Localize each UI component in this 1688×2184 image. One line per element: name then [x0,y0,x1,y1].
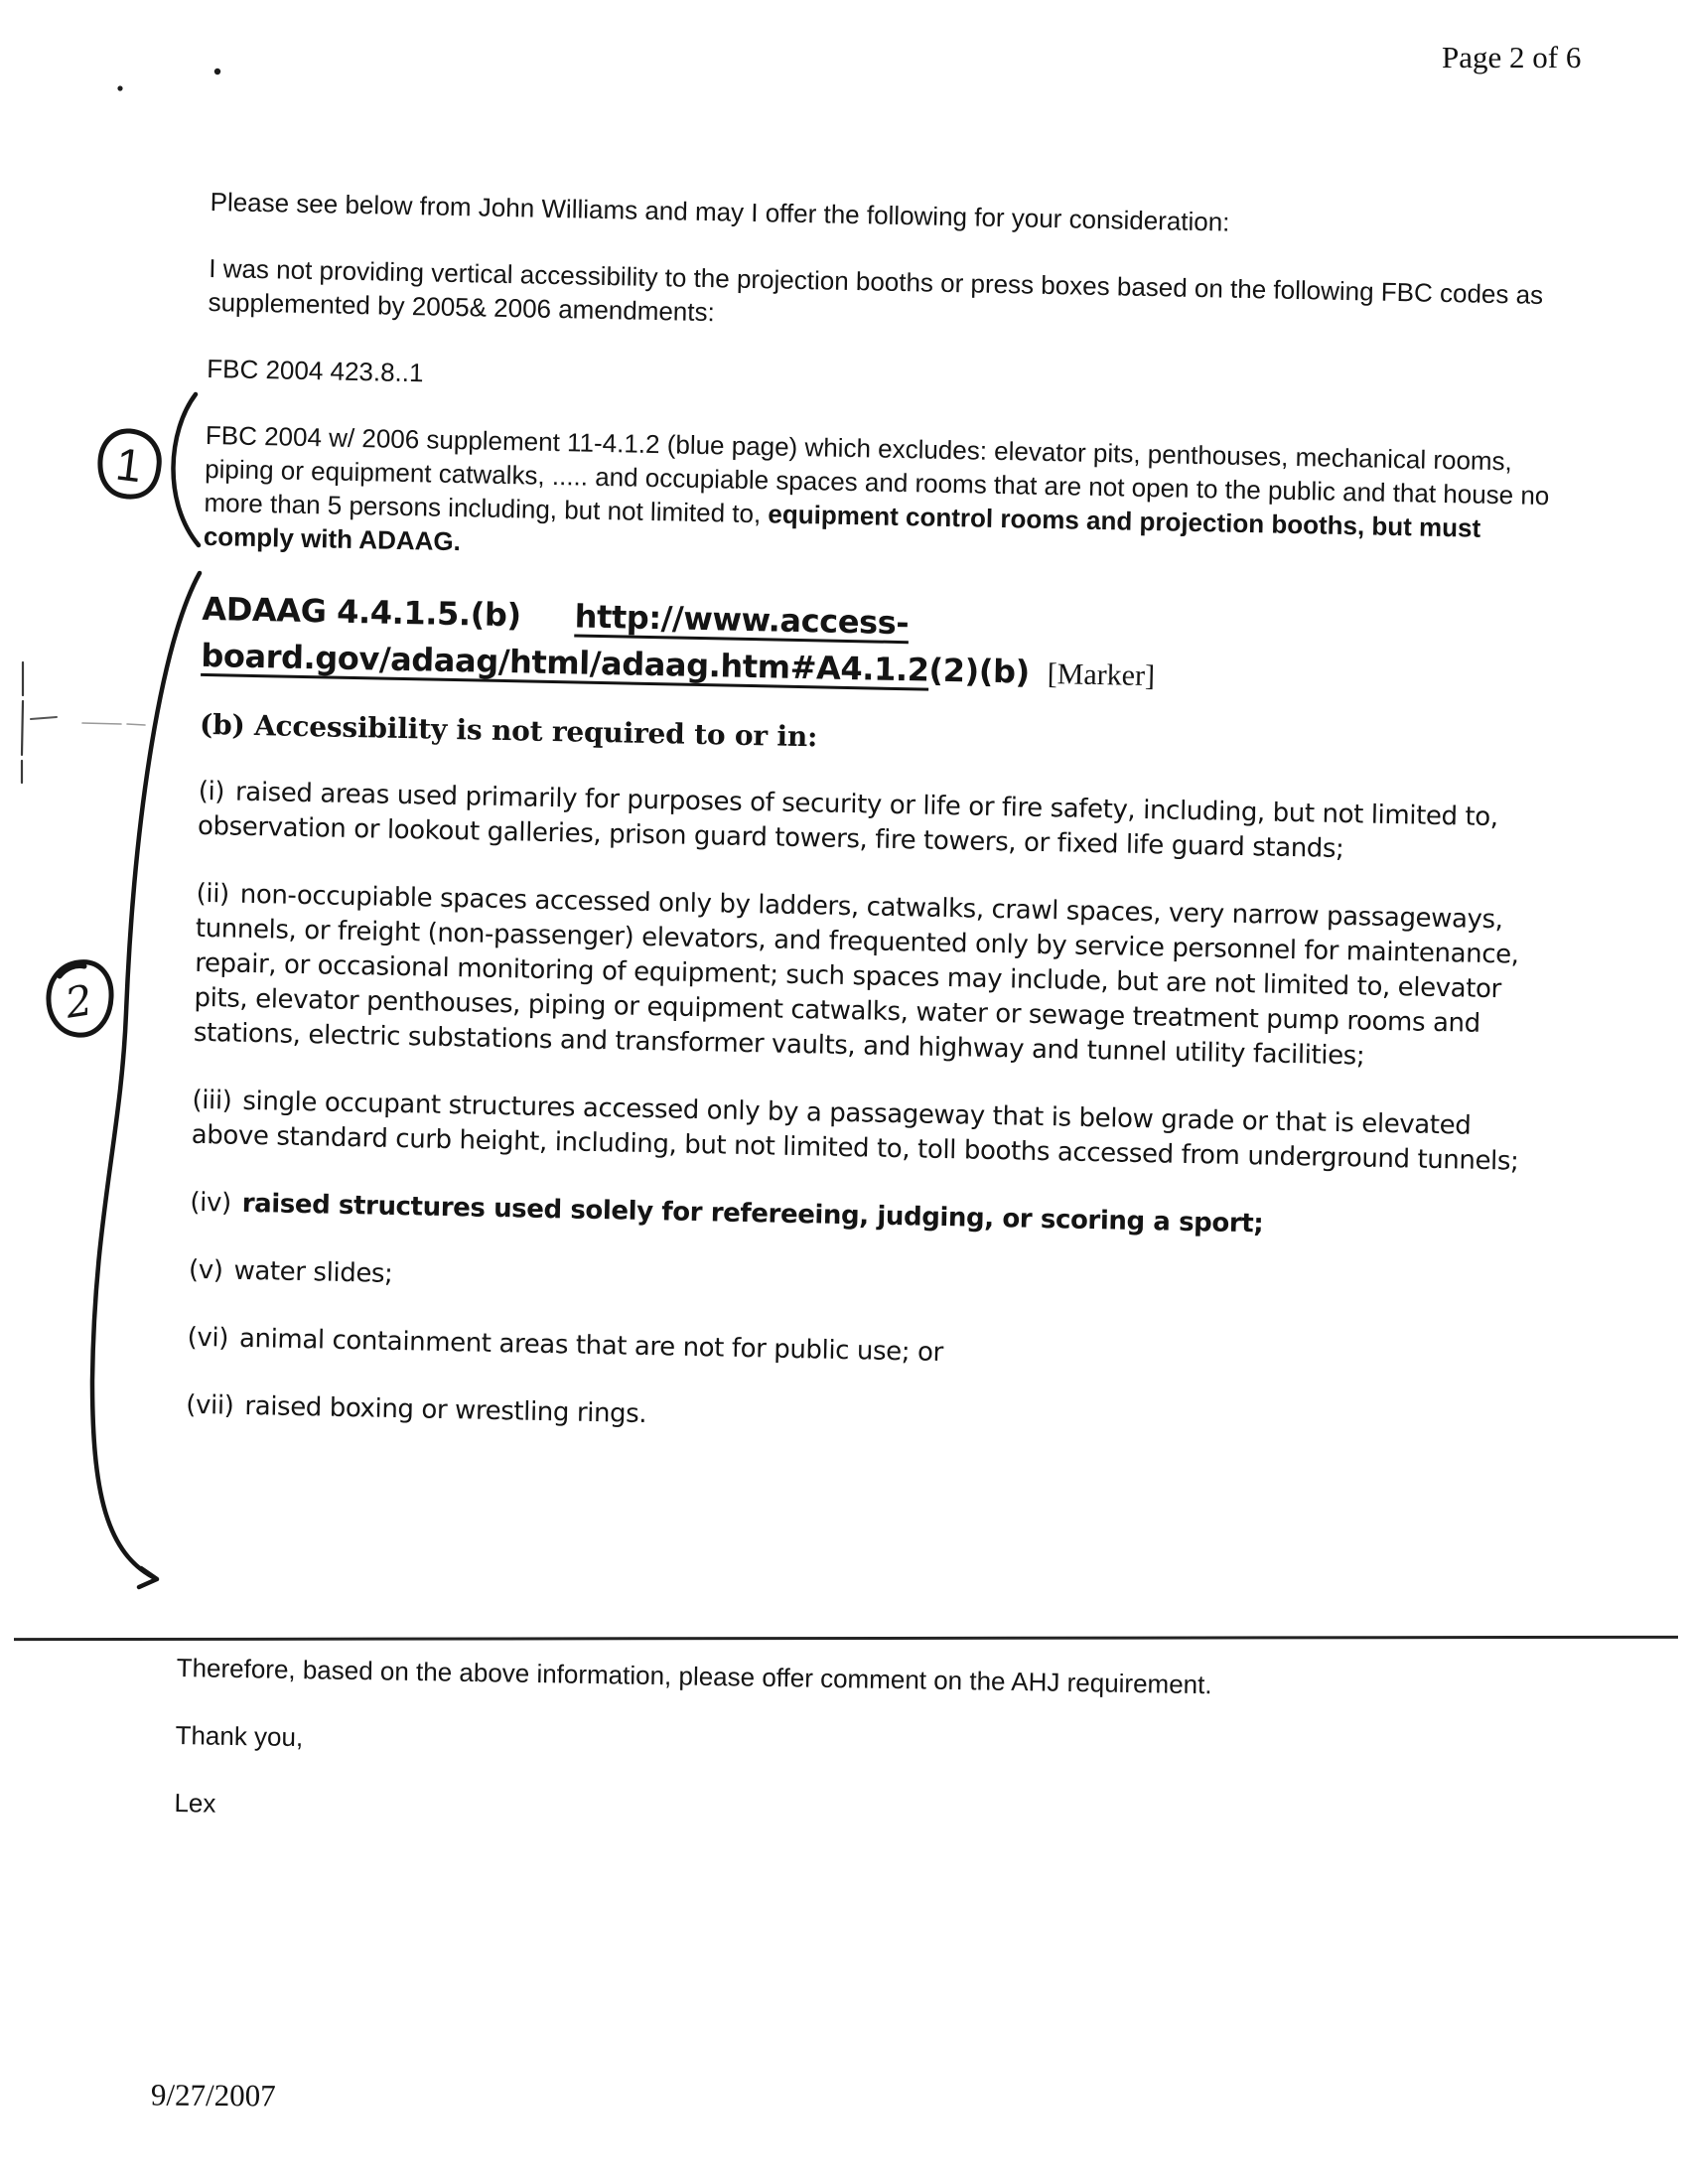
item-number: (v) [188,1254,223,1286]
exception-item-v [189,1253,1551,1316]
exception-item-ii [193,877,1558,1079]
scan-speck-marks [117,69,220,91]
footer-date: 9/27/2007 [150,2077,276,2113]
exception-item-vi [187,1321,1549,1383]
item-text: non-occupiable spaces accessed only by ladders, catwalks, crawl spaces, very narrow passageways, tunnels, or freight (non-passenger) elevators, and frequented only by service personnel for maintenance, repair, or occasional monitoring of equipment; such spaces may include, but are not limited to, elevator pits, elevator penthouses, piping or equipment catwalks, water or sewage treatment pump rooms and stations, electric substations and transformer vaults, and highway and tunnel utility facilities; [193,879,1519,1072]
intro-paragraph: Please see below from John Williams and may I offer the following for your consideration: [210,186,1230,237]
circle-1-digit: 1 [112,437,145,493]
adaag-url-line2[interactable]: board.gov/adaag/html/adaag.htm#A4.1.2 [201,636,929,689]
item-number: (vii) [186,1389,234,1421]
clause-b-heading: (b) Accessibility is not required to or in: [199,707,818,754]
item-number: (vi) [187,1322,229,1354]
item-number: (iv) [190,1187,232,1219]
item-number: (i) [198,776,225,807]
item-text: raised boxing or wrestling rings. [244,1390,647,1430]
adaag-ref: ADAAG 4.4.1.5.(b) [202,589,522,635]
basis-paragraph: I was not providing vertical accessibility to the projection booths or press boxes based on the following FBC codes as supplemented by 2005& 2006 amendments: [208,252,1544,328]
closing-block [174,1651,1428,1874]
exception-item-i [198,775,1561,872]
page-number-label: Page 2 of 6 [1442,40,1582,74]
fbc-code-line: FBC 2004 423.8..1 [206,353,424,388]
item-number: (iii) [192,1085,232,1116]
circled-1-annotation [100,431,159,497]
marker-label: [Marker] [1047,657,1156,693]
fbc-supplement-paragraph [204,418,1568,581]
circled-2-annotation [49,962,111,1036]
adaag-ref-suffix: (2)(b) [928,651,1031,691]
adaag-heading [201,586,1565,708]
item-text: raised structures used solely for refereeing, judging, or scoring a sport; [241,1188,1264,1239]
item-text: single occupant structures accessed only by a passageway that is below grade or that is elevated above standard curb height, including, but not limited to, toll booths accessed from underground tunnels; [191,1086,1519,1177]
exception-item-iv [190,1186,1552,1248]
heading-gap [520,626,574,627]
item-text: water slides; [233,1255,393,1289]
scan-artifact-margin-line [22,662,145,783]
paren-1-bracket [173,394,199,545]
exception-item-iii [191,1084,1554,1181]
fbc-supplement-bold-text: equipment control rooms and projection booths, but must comply with ADAAG. [203,499,1481,557]
valediction: Thank you, [175,1719,304,1753]
exception-item-vii [186,1388,1548,1451]
section-2-bracket-arrow [92,573,200,1587]
closing-paragraph: Therefore, based on the above information, please offer comment on the AHJ requirement. [176,1652,1212,1700]
circle-2-digit: 2 [62,975,96,1028]
signature: Lex [174,1787,216,1819]
fbc-supplement-text: FBC 2004 w/ 2006 supplement 11-4.1.2 (blue page) which excludes: elevator pits, penthouses, mechanical rooms, piping or equipment catwalks, ..... and occupiable spaces and rooms that are not open to the public and that house no more than 5 persons including, but not limited to, [204,419,1550,529]
email-body [185,185,1572,1483]
item-text: raised areas used primarily for purposes of security or life or fire safety, including, but not limited to, observation or lookout galleries, prison guard towers, fire towers, or fixed life guard stands; [197,777,1498,865]
adaag-url-line1[interactable]: http://www.access- [574,597,910,643]
item-text: animal containment areas that are not for public use; or [238,1323,944,1369]
item-number: (ii) [196,878,230,910]
